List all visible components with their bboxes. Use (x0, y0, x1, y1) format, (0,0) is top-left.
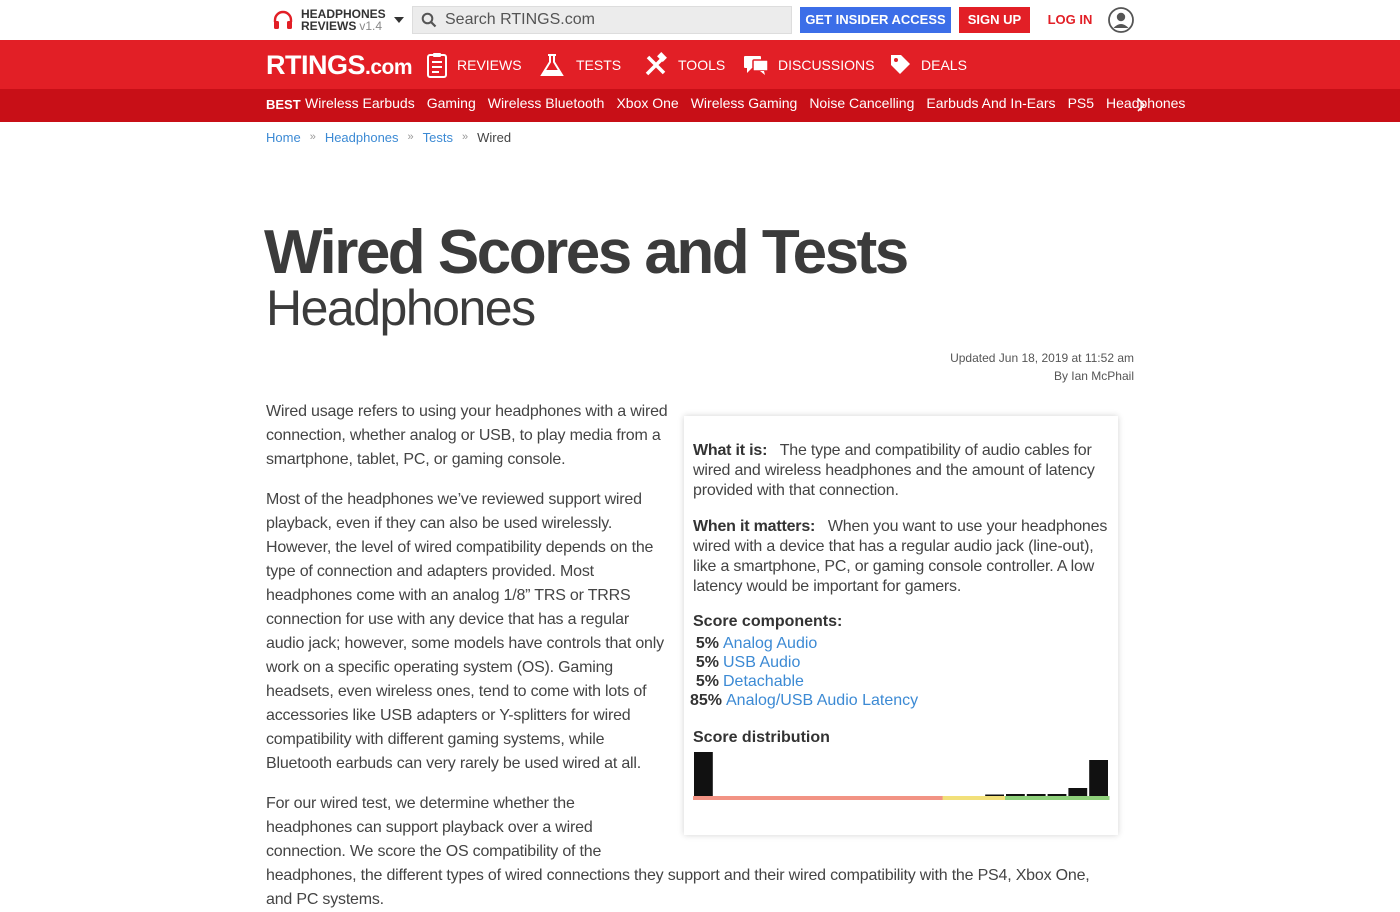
distribution-bar (985, 795, 1004, 797)
body-paragraph-continued: and PC systems. (266, 891, 384, 908)
score-component (687, 654, 800, 673)
best-links (305, 95, 1186, 115)
body-paragraph: For our wired test, we determine whether the headphones can support playback over a wired connection. We score the OS compatibility of the (266, 795, 602, 860)
nav-tests-label: TESTS (576, 57, 622, 73)
search-icon (421, 12, 437, 28)
breadcrumb-separator-icon: » (407, 131, 414, 143)
distribution-band (984, 796, 1005, 800)
distribution-bar (1027, 794, 1046, 796)
distribution-bar (694, 752, 713, 796)
body-paragraph-continued: headphones, the different types of wired connections they support and their wired compatibility with the PS4, Xbox One, (266, 867, 1090, 884)
search-input[interactable] (445, 11, 775, 29)
what-it-is-label: What it is: (693, 442, 768, 459)
best-link[interactable]: Earbuds And In-Ears (926, 95, 1056, 111)
score-component (687, 635, 817, 654)
chevron-down-icon (394, 17, 404, 23)
when-it-matters-label: When it matters: (693, 518, 816, 535)
product-selector[interactable] (271, 6, 404, 34)
logo-main: RTINGS (266, 50, 366, 80)
author-byline: By Ian McPhail (1053, 369, 1134, 383)
logo-suffix: .com (365, 56, 413, 79)
component-weight: 5% (695, 673, 719, 690)
nav-discussions-label: DISCUSSIONS (778, 57, 875, 73)
distribution-band (859, 796, 880, 800)
best-link[interactable]: Wireless Gaming (690, 95, 798, 111)
distribution-band (943, 796, 964, 800)
chevron-right-icon[interactable] (1136, 98, 1146, 112)
distribution-band (901, 796, 922, 800)
clipboard-icon (426, 52, 448, 78)
distribution-bar (1068, 788, 1087, 796)
distribution-bar (1048, 794, 1067, 796)
score-component (690, 692, 918, 711)
distribution-band (880, 796, 901, 800)
product-name-line1: HEADPHONES (301, 7, 386, 21)
nav-tools-label: TOOLS (678, 57, 726, 73)
intro-paragraph: Wired usage refers to using your headphones with a wired connection, whether analog or USB, to play media from a smartphone, tablet, PC, or gaming console. (266, 403, 668, 468)
best-link[interactable]: Gaming (426, 95, 476, 111)
breadcrumb-headphones[interactable]: Headphones (324, 129, 399, 145)
breadcrumb-home[interactable]: Home (266, 129, 301, 145)
distribution-band (963, 796, 984, 800)
component-link[interactable]: Detachable (723, 673, 804, 690)
breadcrumb-tests[interactable]: Tests (422, 129, 454, 145)
page-subtitle: Headphones (266, 280, 535, 336)
what-it-is-text: The type and compatibility of audio cables for wired and wireless headphones and the amount of latency provided with that connection. (693, 442, 1095, 499)
best-link[interactable]: Noise Cancelling (809, 95, 915, 111)
score-distribution-heading: Score distribution (693, 729, 830, 746)
headphones-icon (271, 8, 295, 32)
distribution-band (1005, 796, 1026, 800)
component-weight: 85% (690, 692, 723, 709)
best-link[interactable]: Headphones (1106, 95, 1186, 111)
nav-discussions[interactable] (743, 51, 874, 79)
distribution-band (839, 796, 860, 800)
distribution-band (797, 796, 818, 800)
deal-tag-icon (888, 52, 912, 78)
search-box[interactable] (412, 6, 792, 34)
nav-reviews[interactable] (426, 51, 522, 79)
score-distribution-chart (693, 752, 1109, 804)
distribution-band (1067, 796, 1088, 800)
distribution-band (755, 796, 776, 800)
best-link[interactable]: Wireless Earbuds (305, 95, 415, 111)
get-insider-access-button[interactable]: GET INSIDER ACCESS (800, 7, 951, 33)
nav-deals[interactable] (888, 51, 967, 79)
breadcrumb-current: Wired (477, 129, 512, 145)
chat-icon (743, 53, 769, 77)
distribution-band (922, 796, 943, 800)
log-in-button[interactable]: LOG IN (1042, 7, 1098, 33)
best-link[interactable]: PS5 (1067, 95, 1095, 111)
component-weight: 5% (695, 635, 719, 652)
what-it-is (693, 441, 1109, 501)
nav-tests[interactable] (539, 51, 621, 79)
best-link[interactable]: Wireless Bluetooth (487, 95, 605, 111)
nav-tools[interactable] (643, 51, 725, 79)
test-info-box (684, 416, 1118, 835)
version-label: v1.4 (359, 19, 383, 33)
component-weight: 5% (695, 654, 719, 671)
flask-icon (539, 53, 567, 77)
distribution-band (776, 796, 797, 800)
distribution-bar (1006, 794, 1025, 796)
distribution-band (735, 796, 756, 800)
top-bar (0, 0, 1400, 40)
breadcrumb (266, 129, 511, 145)
best-label: BEST (266, 97, 301, 112)
score-component (687, 673, 804, 692)
user-avatar-icon[interactable] (1108, 7, 1134, 33)
product-name-line2: REVIEWS (301, 19, 357, 33)
distribution-band (1026, 796, 1047, 800)
product-name (301, 8, 386, 32)
component-link[interactable]: Analog Audio (723, 635, 818, 652)
breadcrumb-separator-icon: » (462, 131, 469, 143)
distribution-bar (1089, 760, 1108, 796)
tools-icon (643, 53, 669, 77)
distribution-band (1047, 796, 1068, 800)
breadcrumb-separator-icon: » (309, 131, 316, 143)
best-link[interactable]: Xbox One (616, 95, 679, 111)
component-link[interactable]: USB Audio (723, 654, 801, 671)
score-components-heading: Score components: (693, 613, 843, 630)
component-link[interactable]: Analog/USB Audio Latency (726, 692, 919, 709)
body-paragraph: Most of the headphones we’ve reviewed support wired playback, even if they can also be used wirelessly. However, the level of wired compatibility depends on the type of connection and adapters provided. Most headphones come with an analog 1/8” TRS or TRRS connection for use with any device that has a regular audio jack; however, some models have controls that only work on a specific operating system (OS). Gaming headsets, even wireless ones, tend to come with lots of accessories like USB adapters or Y-splitters for wired compatibility with different gaming systems, while Bluetooth earbuds can very rarely be used wired at all. (266, 491, 664, 772)
distribution-band (714, 796, 735, 800)
sign-up-button[interactable]: SIGN UP (959, 7, 1030, 33)
when-it-matters-text: When you want to use your headphones wired with a device that has a regular audio jack (line-out), like a smartphone, PC, or gaming console controller. A low latency would be important for gamers. (693, 518, 1108, 595)
when-it-matters (693, 517, 1109, 597)
article-meta (950, 349, 1134, 385)
updated-date: Updated Jun 18, 2019 at 11:52 am (950, 351, 1134, 365)
nav-reviews-label: REVIEWS (457, 57, 522, 73)
nav-deals-label: DEALS (921, 57, 967, 73)
page-title: Wired Scores and Tests (264, 218, 907, 287)
distribution-band (818, 796, 839, 800)
site-logo[interactable] (266, 50, 412, 83)
distribution-band (1088, 796, 1109, 800)
distribution-band (693, 796, 714, 800)
